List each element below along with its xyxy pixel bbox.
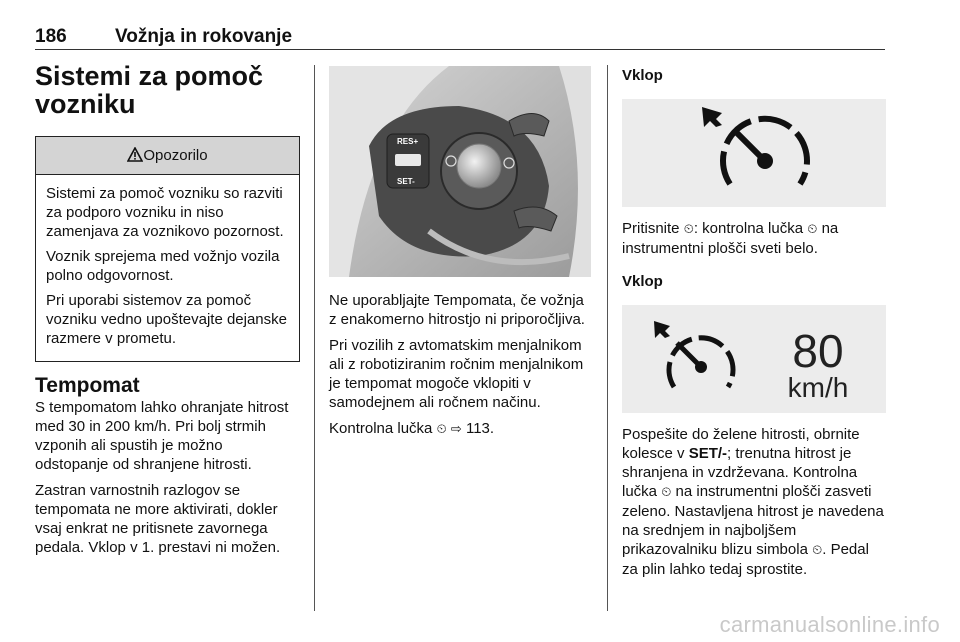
- cruise-control-icon: ⏲: [807, 222, 818, 237]
- cruise-control-icon: ⏲: [661, 485, 672, 500]
- warning-text: Sistemi za pomoč vozniku so razviti za podporo vozniku in niso zamenjava za voznikovo pozornost.: [46, 185, 284, 240]
- section-title: Sistemi za pomoč vozniku: [35, 61, 264, 119]
- warning-header: [36, 137, 299, 175]
- set-label: SET-: [397, 177, 415, 186]
- column-3: [622, 66, 886, 586]
- body-paragraph: Ne uporabljajte Tempomata, če vožnja z enakomerno hitrostjo ni priporočljiva.: [329, 292, 585, 328]
- warning-label: Opozorilo: [143, 147, 208, 164]
- steering-wheel-photo: [329, 66, 591, 277]
- warning-text: Pri uporabi sistemov za pomoč vozniku vedno upoštevajte dejanske razmere v prometu.: [46, 292, 287, 347]
- warning-triangle-icon: [127, 147, 143, 162]
- page-header: [35, 22, 885, 50]
- cruise-control-icon: [654, 321, 733, 387]
- cruise-control-icon: [622, 99, 886, 207]
- cruise-control-icon: ⏲: [683, 222, 694, 237]
- page-number: 186: [35, 26, 67, 47]
- chapter-title: Vožnja in rokovanje: [115, 26, 293, 47]
- body-paragraph: S tempomatom lahko ohranjate hitrost med 30 in 200 km/h. Pri bolj strmih vzponih ali spustih je možno odstopanje od shranjene hitrosti.: [35, 399, 289, 473]
- ref-prefix: Kontrolna lučka: [329, 420, 433, 437]
- text-fragment: na instrumentni plošči zasveti zeleno. Nastavljena hitrost je navedena na srednjem in najboljšem prikazovalniku blizu simbola: [622, 483, 884, 558]
- text-fragment: : kontrolna lučka: [693, 220, 804, 237]
- cruise-control-icon: ⏲: [436, 422, 447, 437]
- heading-vklop-2: Vklop: [622, 273, 663, 290]
- warning-text: Voznik sprejema med vožnjo vozila polno odgovornost.: [46, 248, 280, 284]
- watermark: carmanualsonline.info: [719, 612, 940, 637]
- column-2: [329, 66, 591, 446]
- cruise-control-icon: ⏲: [812, 543, 823, 558]
- body-paragraph: [622, 219, 886, 258]
- text-fragment: Pritisnite: [622, 220, 680, 237]
- column-divider-2: [607, 65, 608, 611]
- set-control-label: SET/-: [688, 445, 728, 462]
- heading-vklop-1: Vklop: [622, 67, 663, 84]
- speed-display-figure: [622, 305, 886, 413]
- body-paragraph: [622, 425, 886, 579]
- ref-page: 113.: [465, 420, 495, 437]
- cruise-control-figure: [622, 99, 886, 207]
- text-fragment: . Pedal za plin lahko tedaj sprostite.: [622, 541, 869, 578]
- speed-unit: km/h: [787, 372, 849, 403]
- column-divider-1: [314, 65, 315, 611]
- body-paragraph: Zastran varnostnih razlogov se tempomata ne more aktivirati, dokler vsaj enkrat ne pritisnete zavornega pedala. Vklop v 1. prestavi ni možen.: [35, 482, 281, 556]
- speed-value: 80: [792, 325, 844, 377]
- res-label: RES+: [397, 137, 419, 146]
- body-paragraph: Pri vozilih z avtomatskim menjalnikom ali z robotiziranim ročnim menjalnikom je tempomat mogoče vklopiti v samodejnem ali ročnem načinu.: [329, 337, 584, 411]
- text-fragment: na instrumentni plošči sveti belo.: [622, 220, 839, 257]
- text-fragment: Pospešite do želene hitrosti, obrnite kolesce v: [622, 426, 860, 462]
- warning-body: [36, 175, 299, 361]
- subheading-tempomat: Tempomat: [35, 374, 140, 397]
- warning-box: [35, 136, 300, 362]
- page-ref-arrow-icon: ⇨: [450, 422, 462, 437]
- reference-line: [329, 419, 591, 439]
- column-1: [35, 62, 300, 564]
- text-fragment: ; trenutna hitrost je shranjena in vzdrževana. Kontrolna lučka: [622, 445, 858, 500]
